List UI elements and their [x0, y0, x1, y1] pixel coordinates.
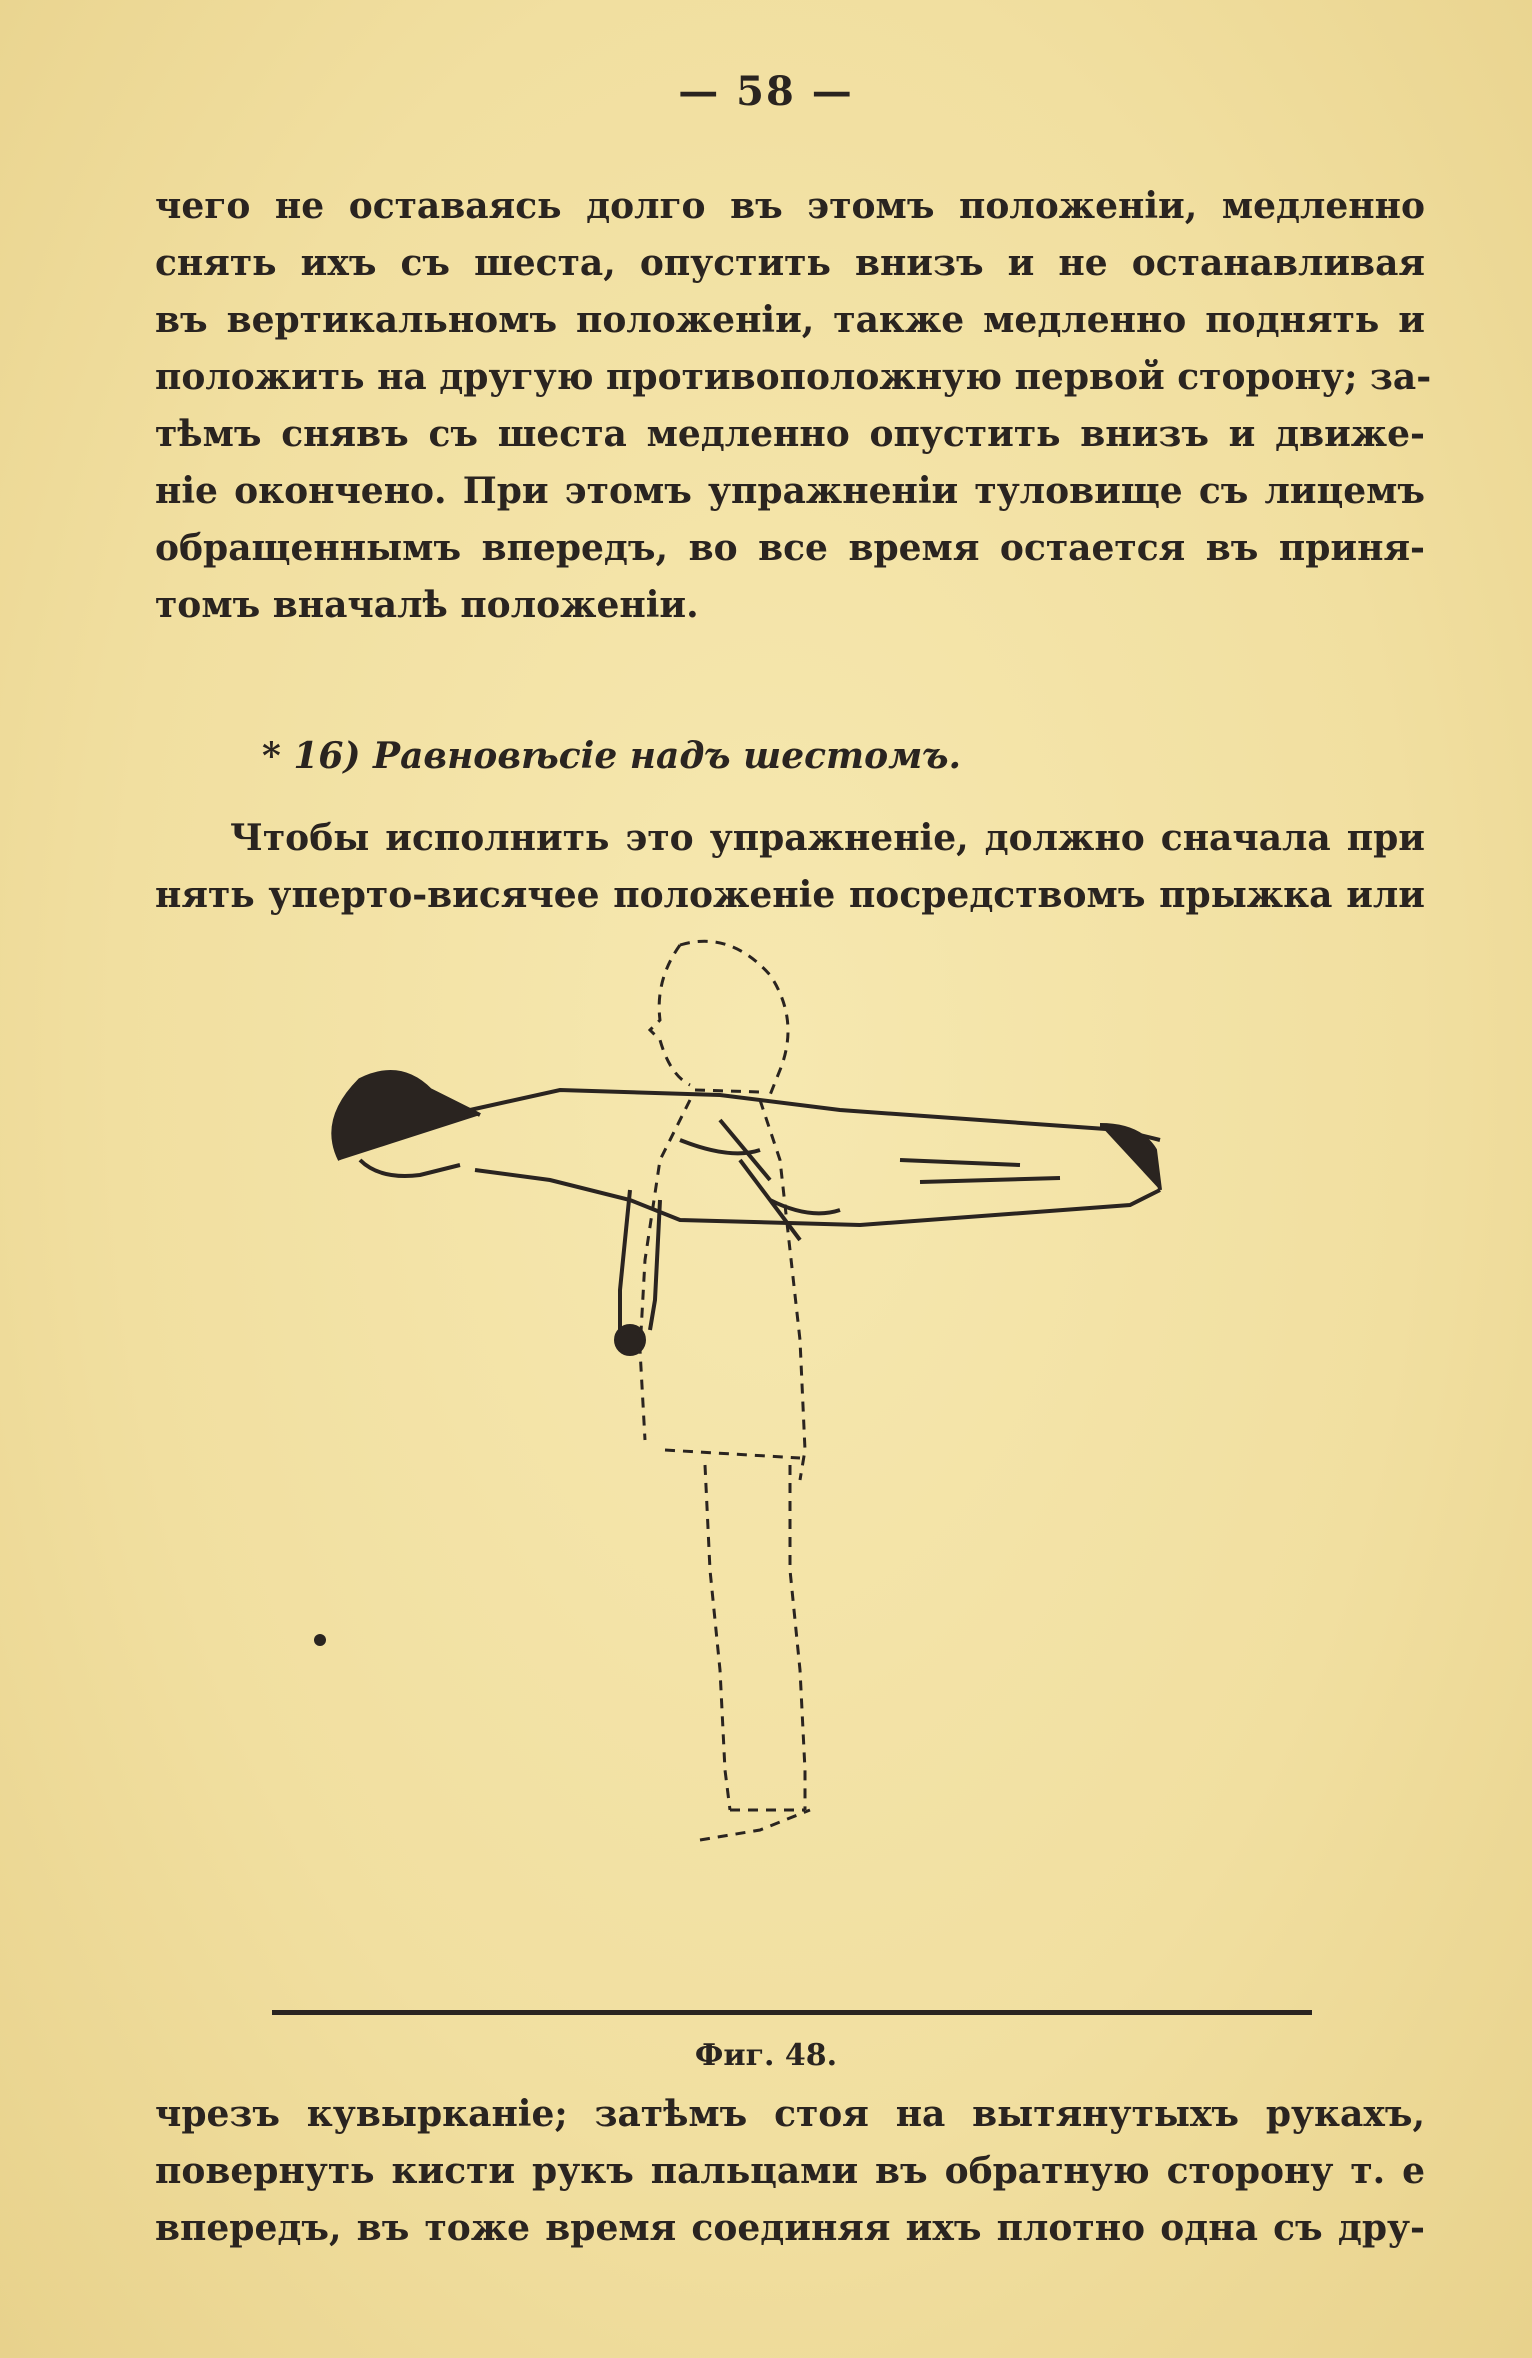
figure-caption: Фиг. 48.	[694, 2038, 838, 2073]
text-line: нять уперто-висячее положенiе посредствомъ прыжка или	[155, 874, 1425, 916]
paragraph-2	[155, 810, 1425, 924]
text-line: снять ихъ съ шеста, опустить внизъ и не останавливая	[155, 242, 1425, 284]
page-number: — 58 —	[678, 68, 854, 115]
text-line: повернуть кисти рукъ пальцами въ обратную сторону т. е	[155, 2150, 1425, 2192]
text-line: впередъ, въ тоже время соединяя ихъ плотно одна съ дру-	[155, 2207, 1425, 2249]
text-line: чрезъ кувырканiе; затѣмъ стоя на вытянутыхъ рукахъ,	[155, 2093, 1425, 2135]
paragraph-1	[155, 178, 1432, 634]
text-line: нiе окончено. При этомъ упражненiи туловище съ лицемъ	[155, 470, 1425, 512]
paragraph-3	[155, 2086, 1425, 2257]
text-line: обращеннымъ впередъ, во все время остается въ приня-	[155, 527, 1425, 569]
text-line: томъ вначалѣ положенiи.	[155, 584, 699, 626]
figure-rule	[272, 2010, 1312, 2015]
figure-illustration	[300, 920, 1280, 1940]
dashed-standing-figure	[640, 941, 810, 1840]
ink-dot	[314, 1634, 326, 1646]
text-line: Чтобы исполнить это упражненiе, должно сначала при	[230, 817, 1425, 859]
section-heading: * 16) Равновѣсiе надъ шестомъ.	[262, 735, 962, 777]
text-line: въ вертикальномъ положенiи, также медленно поднять и	[155, 299, 1425, 341]
text-line: чего не оставаясь долго въ этомъ положенiи, медленно	[155, 185, 1425, 227]
balancing-figure	[333, 1072, 1160, 1354]
text-line: тѣмъ снявъ съ шеста медленно опустить внизъ и движе-	[155, 413, 1425, 455]
text-line: положить на другую противоположную первой сторону; за-	[155, 356, 1432, 398]
